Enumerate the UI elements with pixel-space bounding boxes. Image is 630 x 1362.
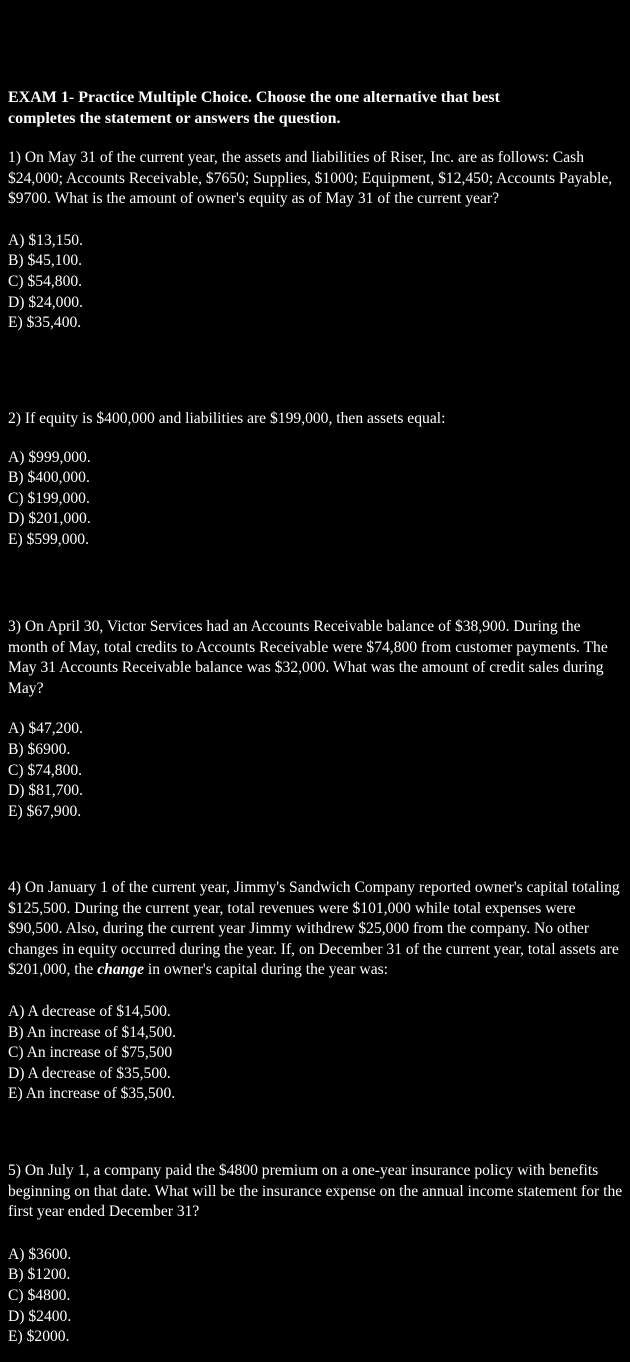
question-2	[8, 409, 624, 551]
choice-b: B) $6900.	[8, 740, 71, 758]
question-4-text-after: in owner's capital during the year was:	[144, 961, 389, 979]
choice-b: B) An increase of $14,500.	[8, 1023, 177, 1041]
choice-c: C) $4800.	[8, 1286, 71, 1304]
choice-d: D) A decrease of $35,500.	[8, 1064, 171, 1082]
question-5	[8, 1161, 624, 1348]
choice-e: E) An increase of $35,500.	[8, 1085, 176, 1103]
choice-a: A) $3600.	[8, 1245, 72, 1263]
question-2-text: 2) If equity is $400,000 and liabilities are $199,000, then assets equal:	[8, 410, 446, 427]
choice-e: E) $2000.	[8, 1328, 70, 1346]
exam-document	[8, 87, 624, 1346]
question-1	[8, 148, 624, 334]
question-3	[8, 617, 624, 822]
choice-e: E) $67,900.	[8, 802, 82, 820]
choice-e: E) $35,400.	[8, 314, 82, 332]
choice-a: A) $13,150.	[8, 231, 83, 249]
choice-d: D) $201,000.	[8, 510, 91, 528]
choice-b: B) $1200.	[8, 1266, 71, 1284]
question-4-emphasis: change	[97, 961, 145, 979]
question-5-text: 5) On July 1, a company paid the $4800 premium on a one-year insurance policy with benefits beginning on that date. What will be the insurance expense on the annual income statement for the first year ended December 31?	[8, 1162, 623, 1221]
question-1-text: 1) On May 31 of the current year, the assets and liabilities of Riser, Inc. are as follows: Cash $24,000; Accounts Receivable, $7650; Supplies, $1000; Equipment, $12,450; Accounts Payable, $9700. What is the amount of owner's equity as of May 31 of the current year?	[8, 149, 613, 208]
choice-c: C) An increase of $75,500	[8, 1044, 173, 1062]
choice-d: D) $24,000.	[8, 293, 83, 311]
exam-header	[8, 87, 624, 129]
question-4-text-before: 4) On January 1 of the current year, Jimmy's Sandwich Company reported owner's capital totaling $125,500. During the current year, total revenues were $101,000 while total expenses were $90,500. Also, during the current year Jimmy withdrew $25,000 from the company. No other changes in equity occurred during the year. If, on December 31 of the current year, total assets are $201,000, the	[8, 879, 620, 979]
choice-c: C) $54,800.	[8, 272, 83, 290]
choice-c: C) $74,800.	[8, 761, 83, 779]
question-2-choices	[8, 448, 624, 551]
choice-d: D) $81,700.	[8, 782, 83, 800]
question-4-choices	[8, 1002, 624, 1105]
question-4-text	[8, 878, 624, 981]
question-3-text: 3) On April 30, Victor Services had an Accounts Receivable balance of $38,900. During the month of May, total credits to Accounts Receivable were $74,800 from customer payments. The May 31 Accounts Receivable balance was $32,000. What was the amount of credit sales during May?	[8, 618, 608, 697]
choice-b: B) $45,100.	[8, 252, 83, 270]
choice-e: E) $599,000.	[8, 530, 89, 548]
choice-a: A) $47,200.	[8, 720, 83, 738]
question-1-choices	[8, 231, 624, 334]
question-4	[8, 878, 624, 1105]
choice-d: D) $2400.	[8, 1307, 72, 1325]
question-3-choices	[8, 719, 624, 822]
header-line-2: completes the statement or answers the question.	[8, 110, 341, 127]
question-5-choices	[8, 1245, 624, 1348]
header-line-1: EXAM 1- Practice Multiple Choice. Choose the one alternative that best	[8, 89, 500, 106]
choice-a: A) A decrease of $14,500.	[8, 1002, 171, 1020]
choice-b: B) $400,000.	[8, 469, 90, 487]
choice-a: A) $999,000.	[8, 448, 91, 466]
choice-c: C) $199,000.	[8, 489, 90, 507]
